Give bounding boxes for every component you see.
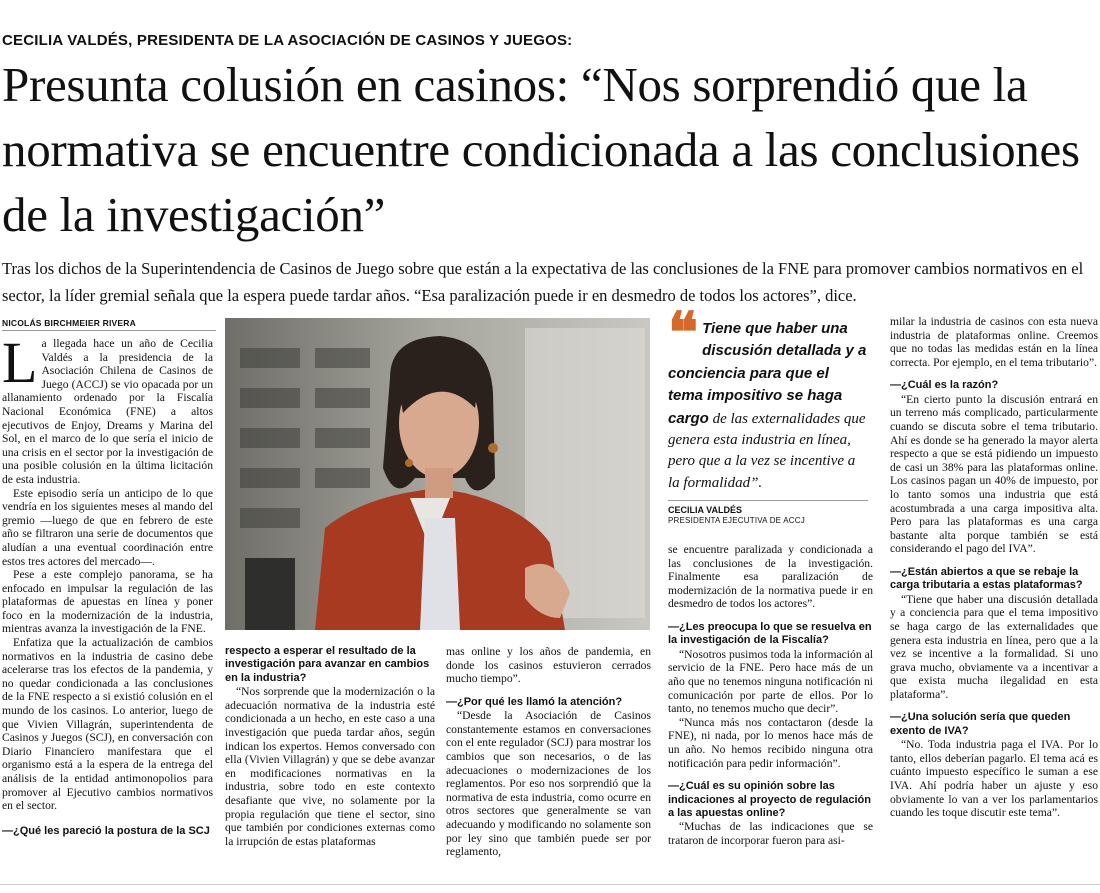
paragraph: Enfatiza que la actualización de cambios normativos en la industria de casino debe acelerarse tras los efectos de la pandemia, y no quedar condicionada a las conclusiones de la FNE respecto a si existió colusión en el mundo de los casinos. Lo anterior, luego de que Vivien Villagrán, superintendenta de Casinos y Juegos (SCJ), en conversación con Diario Financiero manifestara que el organismo está a la espera de la entrega del análisis de la entidad antimonopolios para promover al Ejecutivo cambios normativos en el sector. [2,636,213,813]
question: respecto a esperar el resultado de la investigación para avanzar en cambios en la industria? [225,645,430,684]
paragraph: mas online y los años de pandemia, en donde los casinos estuvieron cerrados mucho tiempo”. [446,645,651,686]
column-1 [2,337,213,867]
question: —¿Están abiertos a que se rebaje la carga tributaria a estas plataformas? [890,565,1083,592]
paragraph: Este episodio sería un anticipo de lo que vendría en los siguientes meses al mando del gremio —luego de que en febrero de este año se filtraron una serie de documentos que aludían a una eventual coordinación entre estos tres actores del mercado—. [2,486,213,568]
question: —¿Una solución sería que queden exento de IVA? [890,711,1071,737]
deck: Tras los dichos de la Superintendencia de Casinos de Juego sobre que están a la expectativa de las conclusiones de la FNE para promover cambios normativos en el sector, la líder gremial señala que la espera puede tardar años. “Esa paralización puede ir en desmedro de todos los actores”, dice. [2,259,1084,305]
paragraph: “No. Toda industria paga el IVA. Por lo tanto, ellos deberían pagarlo. El tema acá es cuánto impuesto específico le suman a ese IVA. Ahí podría haber un ajuste y eso obviamente lo van a ver los parlamentarios cuando les toque discutir este tema”. [890,738,1098,820]
question: —¿Les preocupa lo que se resuelva en la investigación de la Fiscalía? [668,620,872,647]
column-5 [890,315,1098,867]
quote-mark-icon: ❝ [668,303,699,365]
pull-quote [668,303,868,526]
kicker: CECILIA VALDÉS, PRESIDENTA DE LA ASOCIACIÓN DE CASINOS Y JUEGOS: [2,32,573,49]
paragraph: milar la industria de casinos con esta nueva industria de plataformas online. Creemos que no todas las medidas están en la línea correcta. Por ejemplo, en el tema tributario”. [890,315,1098,369]
paragraph: se encuentre paralizada y condicionada a las conclusiones de la investigación. Finalmente esa paralización de modernización de la normativa puede ir en desmedro de todos los actores”. [668,543,873,611]
bottom-rule [0,884,1100,885]
headline: Presunta colusión en casinos: “Nos sorprendió que la normativa se encuentre condicionada a las conclusiones de la investigación” [2,57,1080,242]
paragraph: “Nosotros pusimos toda la información al servicio de la FNE. Pero hace más de un año que no tenemos ninguna notificación ni comunicación por parte de ellos. Por lo tanto, no tenemos mucho que decir”. [668,647,873,716]
pull-quote-role: PRESIDENTA EJECUTIVA DE ACCJ [668,516,805,526]
question: —¿Por qué les llamó la atención? [446,695,623,708]
question: —¿Qué les pareció la postura de la SCJ [2,824,210,837]
question: —¿Cuál es su opinión sobre las indicaciones al proyecto de regulación a las apuestas online? [668,780,871,819]
column-3 [446,645,651,867]
byline-rule [2,330,216,331]
portrait-photo [225,318,650,630]
pull-quote-name: CECILIA VALDÉS [668,505,743,516]
drop-cap: L [2,337,38,395]
pull-quote-text: Tiene que haber una discusión detallada y a conciencia para que el tema impositivo se haga cargo de las externalidades que genera esta industria en línea, pero que a la vez se incentive a la formalidad”. [668,320,867,491]
paragraph: “Nos sorprende que la modernización o la adecuación normativa de la industria esté condicionada a un hecho, en este caso a una investigación que pueda tardar años, según indican los expertos. Hemos conversado con ella (Vivien Villagrán) y que se debe avanzar en modificaciones normativas en la industria, sobre todo en este contexto desafiante que vive, no solamente por la propia regulación que tiene el sector, sino que también por condiciones externas como la irrupción de estas plataformas [225,685,435,848]
paragraph: “Tiene que haber una discusión detallada y a conciencia para que el tema impositivo se haga cargo de las externalidades que genera esta industria en línea, pero que a la vez se incentive a la formalidad. Si uno grava mucho, obviamente va a incentivar a que exista mucha ilegalidad en esta plataforma”. [890,592,1098,701]
byline: NICOLÁS BIRCHMEIER RIVERA [2,318,136,328]
lead-paragraph: La llegada hace un año de Cecilia Valdés a la presidencia de la Asociación Chilena de Casinos de Juego (ACCJ) se vio opacada por un allanamiento ordenado por la Fiscalía Nacional Económica (FNE) a altos ejecutivos de Enjoy, Dreams y Marina del Sol, en el marco de lo que sería el inicio de una crisis en el sector por la investigación de una posible colusión en la última licitación de esta industria. [2,337,213,486]
column-2 [225,645,435,867]
column-4 [668,543,873,867]
question: —¿Cuál es la razón? [890,379,999,392]
paragraph: “En cierto punto la discusión entrará en un terreno más complicado, particularmente cuando se discuta sobre el tema tributario. Ahí es donde se ha generado la mayor alerta respecto a que se está pidiendo un impuesto de casi un 38% para las plataformas online. Los casinos pagan un 40% de impuesto, por lo tanto somos una industria que está acostumbrada a una carga impositiva alta. Pero para las plataformas es una carga bastante alta porque también se está considerando el pago del IVA”. [890,392,1098,556]
paragraph: “Muchas de las indicaciones que se trataron de incorporar fueron para asi- [668,820,873,847]
paragraph: “Desde la Asociación de Casinos constantemente estamos en conversaciones con el ente regulador (SCJ) para mostrar los cambios que son necesarios, o de las adecuaciones o modernizaciones de los reglamentos. Por eso nos sorprendió que la normativa de esta industria, como ocurre en otros sectores que generalmente se van adecuando y modificando no solamente son por ley sino que también puede ser por reglamento, [446,709,651,859]
paragraph: “Nunca más nos contactaron (desde la FNE), ni nada, por lo menos hace más de un año. No hemos recibido ninguna otra notificación para pedir información”. [668,715,873,770]
pull-quote-rule [668,500,868,501]
paragraph: Pese a este complejo panorama, se ha enfocado en impulsar la regulación de las plataformas de apuestas en línea y poner foco en la modernización de la industria, mientras avanza la investigación de la FNE. [2,568,213,636]
